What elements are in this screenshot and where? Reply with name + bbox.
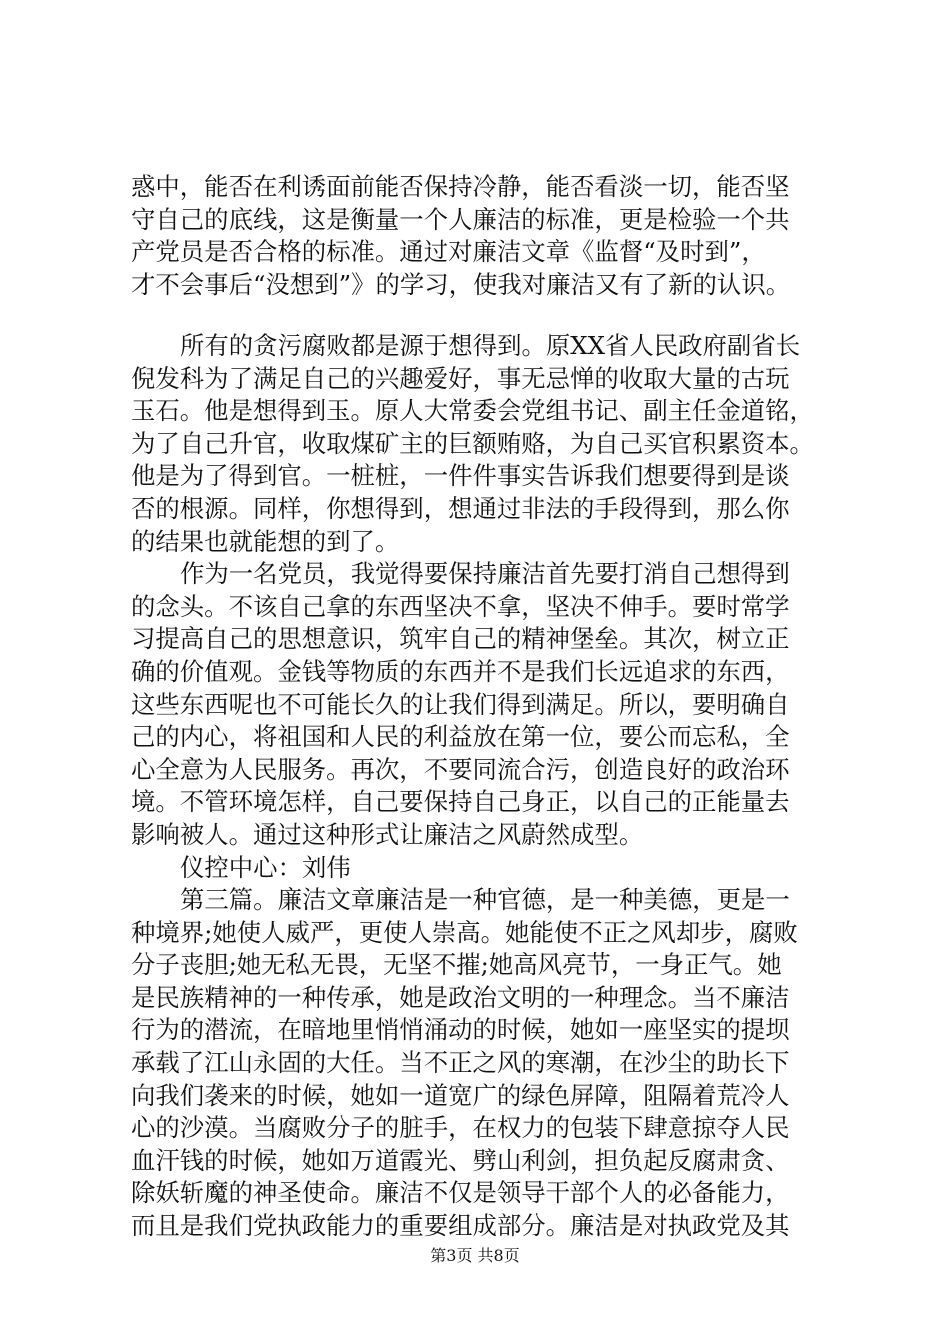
text-line: 己的内心，将祖国和人民的利益放在第一位，要公而忘私，全 <box>131 722 790 752</box>
text-line: 承载了江山永固的大任。当不正之风的寒潮，在沙尘的助长下 <box>131 1048 790 1078</box>
text-line: 这些东西呢也不可能长久的让我们得到满足。所以，要明确自 <box>131 689 790 719</box>
text-line: 所有的贪污腐败都是源于想得到。原XX省人民政府副省长 <box>180 331 801 360</box>
text-line: 境。不管环境怎样，自己要保持自己身正，以自己的正能量去 <box>131 787 790 817</box>
text-line: 玉石。他是想得到玉。原人大常委会党组书记、副主任金道铭， <box>131 396 814 426</box>
text-line: 心的沙漠。当腐败分子的脏手，在权力的包装下肆意掠夺人民 <box>131 1113 790 1143</box>
text-line: 影响被人。通过这种形式让廉洁之风蔚然成型。 <box>131 819 644 849</box>
text-line: 第三篇。廉洁文章廉洁是一种官德，是一种美德，更是一 <box>180 885 790 915</box>
paragraph-2 <box>131 330 831 1243</box>
text-line: 产党员是否合格的标准。通过对廉洁文章《监督“及时到”， <box>131 237 766 267</box>
text-line: 向我们袭来的时候，她如一道宽广的绿色屏障，阻隔着荒冷人 <box>131 1080 790 1110</box>
text-line: 才不会事后“没想到”》的学习，使我对廉洁又有了新的认识。 <box>131 269 791 299</box>
paragraph-1 <box>131 171 831 301</box>
text-line: 习提高自己的思想意识，筑牢自己的精神堡垒。其次，树立正 <box>131 624 790 654</box>
text-line: 除妖斩魔的神圣使命。廉洁不仅是领导干部个人的必备能力， <box>131 1178 790 1208</box>
text-line: 为了自己升官，收取煤矿主的巨额贿赂，为自己买官积累资本。 <box>131 428 814 458</box>
text-line: 心全意为人民服务。再次，不要同流合污，创造良好的政治环 <box>131 754 790 784</box>
text-line: 的念头。不该自己拿的东西坚决不拿，坚决不伸手。要时常学 <box>131 591 790 621</box>
text-line: 行为的潜流，在暗地里悄悄涌动的时候，她如一座坚实的提坝 <box>131 1015 790 1045</box>
signature: 仪控中心：刘伟 <box>180 852 351 882</box>
text-line: 的结果也就能想的到了。 <box>131 526 400 556</box>
text-line: 分子丧胆;她无私无畏，无坚不摧;她高风亮节，一身正气。她 <box>131 950 782 980</box>
page-footer: 第3页 共8页 <box>430 1246 520 1265</box>
text-line: 血汗钱的时候，她如万道霞光、劈山利剑，担负起反腐肃贪、 <box>131 1145 790 1175</box>
text-line: 种境界;她使人威严，更使人崇高。她能使不正之风却步，腐败 <box>131 917 798 947</box>
text-line: 否的根源。同样，你想得到，想通过非法的手段得到，那么你 <box>131 493 790 523</box>
text-line: 确的价值观。金钱等物质的东西并不是我们长远追求的东西， <box>131 656 790 686</box>
text-line: 他是为了得到官。一桩桩，一件件事实告诉我们想要得到是谈 <box>131 461 790 491</box>
text-line: 而且是我们党执政能力的重要组成部分。廉洁是对执政党及其 <box>131 1211 790 1241</box>
text-line: 是民族精神的一种传承，她是政治文明的一种理念。当不廉洁 <box>131 982 790 1012</box>
text-line: 作为一名党员，我觉得要保持廉洁首先要打消自己想得到 <box>180 559 790 589</box>
text-line: 守自己的底线，这是衡量一个人廉洁的标准，更是检验一个共 <box>131 204 790 234</box>
text-line: 惑中，能否在利诱面前能否保持冷静，能否看淡一切，能否坚 <box>131 172 790 201</box>
text-line: 倪发科为了满足自己的兴趣爱好，事无忌惮的收取大量的古玩 <box>131 363 790 393</box>
